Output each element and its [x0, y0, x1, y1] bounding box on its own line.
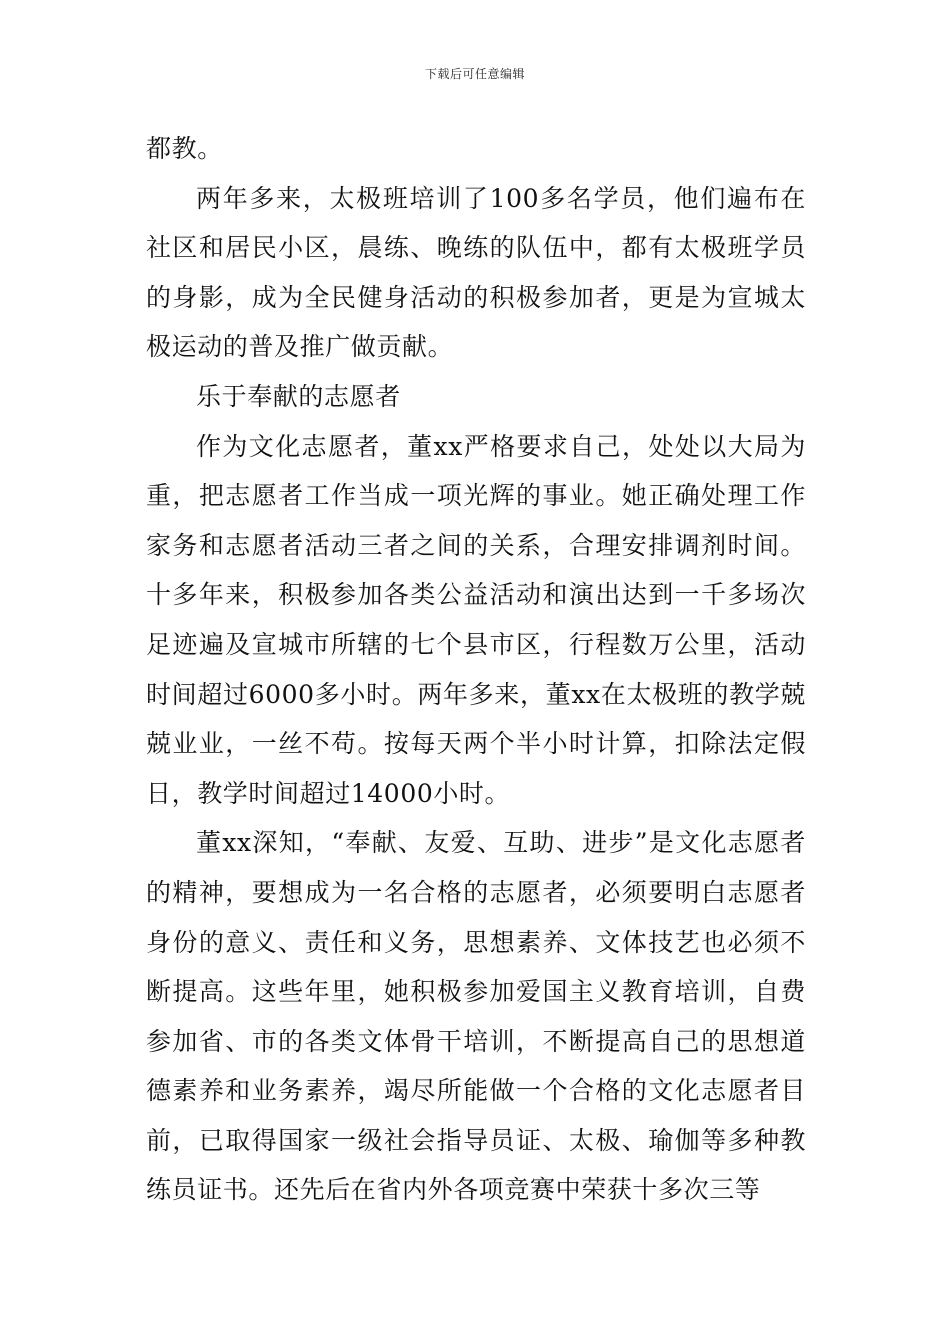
paragraph-volunteer-work: 作为文化志愿者，董xx严格要求自己，处处以大局为重，把志愿者工作当成一项光辉的事业。她正确处理工作家务和志愿者活动三者之间的关系，合理安排调剂时间。十多年来，积极参加各类公益活动和演出达到一千多场次足迹遍及宣城市所辖的七个县市区，行程数万公里，活动时间超过6000多小时。两年多来，董xx在太极班的教学兢兢业业，一丝不苟。按每天两个半小时计算，扣除法定假日，教学时间超过14000小时。 — [146, 431, 806, 808]
paragraph-taiji-class: 两年多来，太极班培训了100多名学员，他们遍布在社区和居民小区，晨练、晚练的队伍中，都有太极班学员的身影，成为全民健身活动的积极参加者，更是为宣城太极运动的普及推广做贡献。 — [146, 183, 806, 362]
paragraph-volunteer-spirit: 董xx深知，“奉献、友爱、互助、进步”是文化志愿者的精神，要想成为一名合格的志愿者，必须要明白志愿者身份的意义、责任和义务，思想素养、文体技艺也必须不断提高。这些年里，她积极参加爱国主义教育培训，自费参加省、市的各类文体骨干培训，不断提高自己的思想道德素养和业务素养，竭尽所能做一个合格的文化志愿者目前，已取得国家一级社会指导员证、太极、瑜伽等多种教练员证书。还先后在省内外各项竞赛中荣获十多次三等 — [146, 828, 806, 1205]
section-heading: 乐于奉献的志愿者 — [196, 381, 401, 411]
page-header: 下载后可任意编辑 — [424, 67, 525, 81]
document-body — [146, 124, 806, 1215]
paragraph-continuation: 都教。 — [146, 134, 223, 163]
